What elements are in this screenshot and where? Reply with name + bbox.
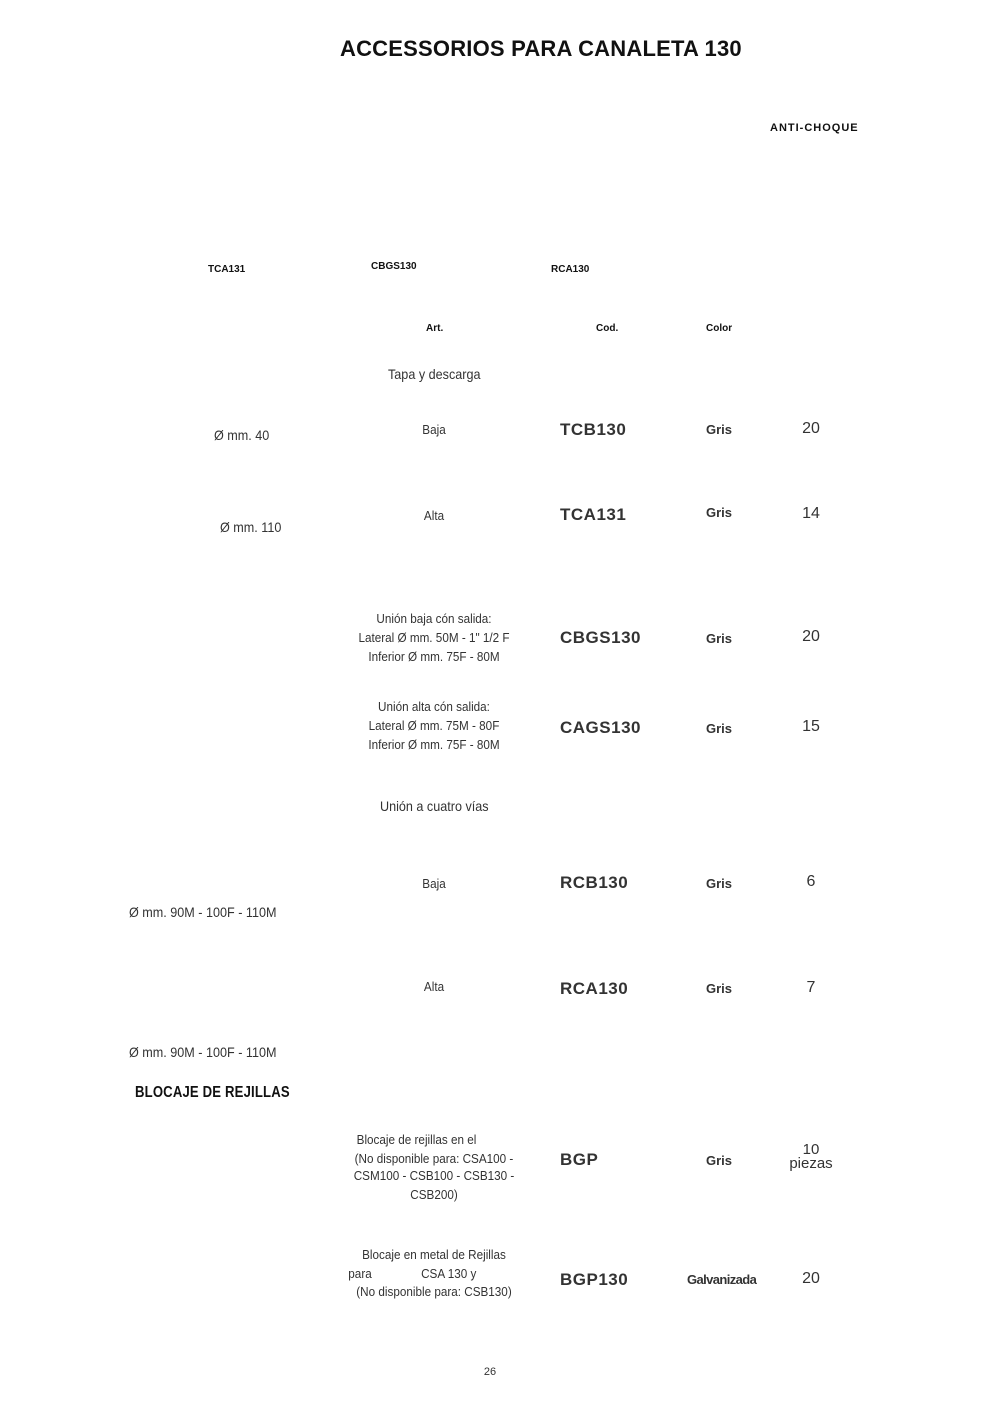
page-title: ACCESSORIOS PARA CANALETA 130 (340, 36, 742, 61)
row-description-line: Lateral Ø mm. 50M - 1" 1/2 F (358, 630, 510, 645)
row-description-line: (No disponible para: CSA100 - (354, 1151, 514, 1166)
row-quantity: 10 (802, 1141, 820, 1158)
row-description: Baja (422, 422, 446, 437)
row-color: Gris (706, 981, 733, 996)
row-color: Galvanizada (687, 1272, 757, 1287)
group-heading: Unión a cuatro vías (380, 798, 489, 814)
row-description-line: Blocaje de rejillas en el (356, 1132, 477, 1147)
row-quantity: 15 (802, 718, 820, 735)
row-description-line: CSB200) (410, 1187, 458, 1202)
dimension-label: Ø mm. 40 (214, 427, 270, 443)
column-header-color: Color (706, 323, 733, 334)
row-quantity: 20 (802, 628, 820, 645)
row-color: Gris (706, 1153, 733, 1168)
row-code: BGP (560, 1150, 599, 1169)
column-header-art: Art. (426, 323, 444, 334)
row-description: Baja (422, 876, 446, 891)
row-code: RCA130 (560, 979, 629, 998)
row-description-line: CSM100 - CSB100 - CSB130 - (353, 1168, 515, 1183)
row-color: Gris (706, 876, 733, 891)
row-description-line: Inferior Ø mm. 75F - 80M (368, 737, 500, 752)
row-description-line: (No disponible para: CSB130) (356, 1284, 512, 1299)
row-description: Alta (423, 508, 445, 523)
image-ref-label: RCA130 (551, 264, 590, 275)
image-ref-label: TCA131 (208, 264, 246, 275)
row-quantity: 7 (806, 979, 816, 996)
group-heading: Tapa y descarga (388, 366, 481, 382)
section-heading: BLOCAJE DE REJILLAS (135, 1084, 290, 1101)
row-description-line: para (348, 1266, 372, 1281)
row-code: BGP130 (560, 1270, 629, 1289)
row-code: CBGS130 (560, 628, 641, 647)
dimension-label: Ø mm. 90M - 100F - 110M (129, 904, 277, 920)
row-quantity-unit: piezas (789, 1155, 833, 1172)
row-description-line: Lateral Ø mm. 75M - 80F (368, 718, 500, 733)
row-code: RCB130 (560, 873, 629, 892)
column-header-cod: Cod. (596, 323, 619, 334)
row-description-line: CSA 130 y (421, 1266, 477, 1281)
row-description-line: Unión alta cón salida: (378, 699, 490, 714)
row-color: Gris (706, 422, 733, 437)
row-color: Gris (706, 631, 733, 646)
row-quantity: 20 (802, 420, 820, 437)
row-code: TCA131 (560, 505, 627, 524)
image-ref-label: CBGS130 (371, 261, 417, 272)
row-code: CAGS130 (560, 718, 641, 737)
row-color: Gris (706, 721, 733, 736)
row-description-line: Inferior Ø mm. 75F - 80M (368, 649, 500, 664)
dimension-label: Ø mm. 110 (220, 519, 282, 535)
dimension-label: Ø mm. 90M - 100F - 110M (129, 1044, 277, 1060)
row-description-line: Blocaje en metal de Rejillas (362, 1247, 506, 1262)
row-quantity: 6 (806, 873, 816, 890)
row-quantity: 14 (802, 505, 820, 522)
page-number: 26 (483, 1366, 497, 1378)
row-description-line: Unión baja cón salida: (376, 611, 492, 626)
page-subtitle: ANTI-CHOQUE (770, 122, 859, 134)
row-code: TCB130 (560, 420, 627, 439)
row-color: Gris (706, 505, 733, 520)
row-description: Alta (423, 979, 445, 994)
row-quantity: 20 (802, 1270, 820, 1287)
